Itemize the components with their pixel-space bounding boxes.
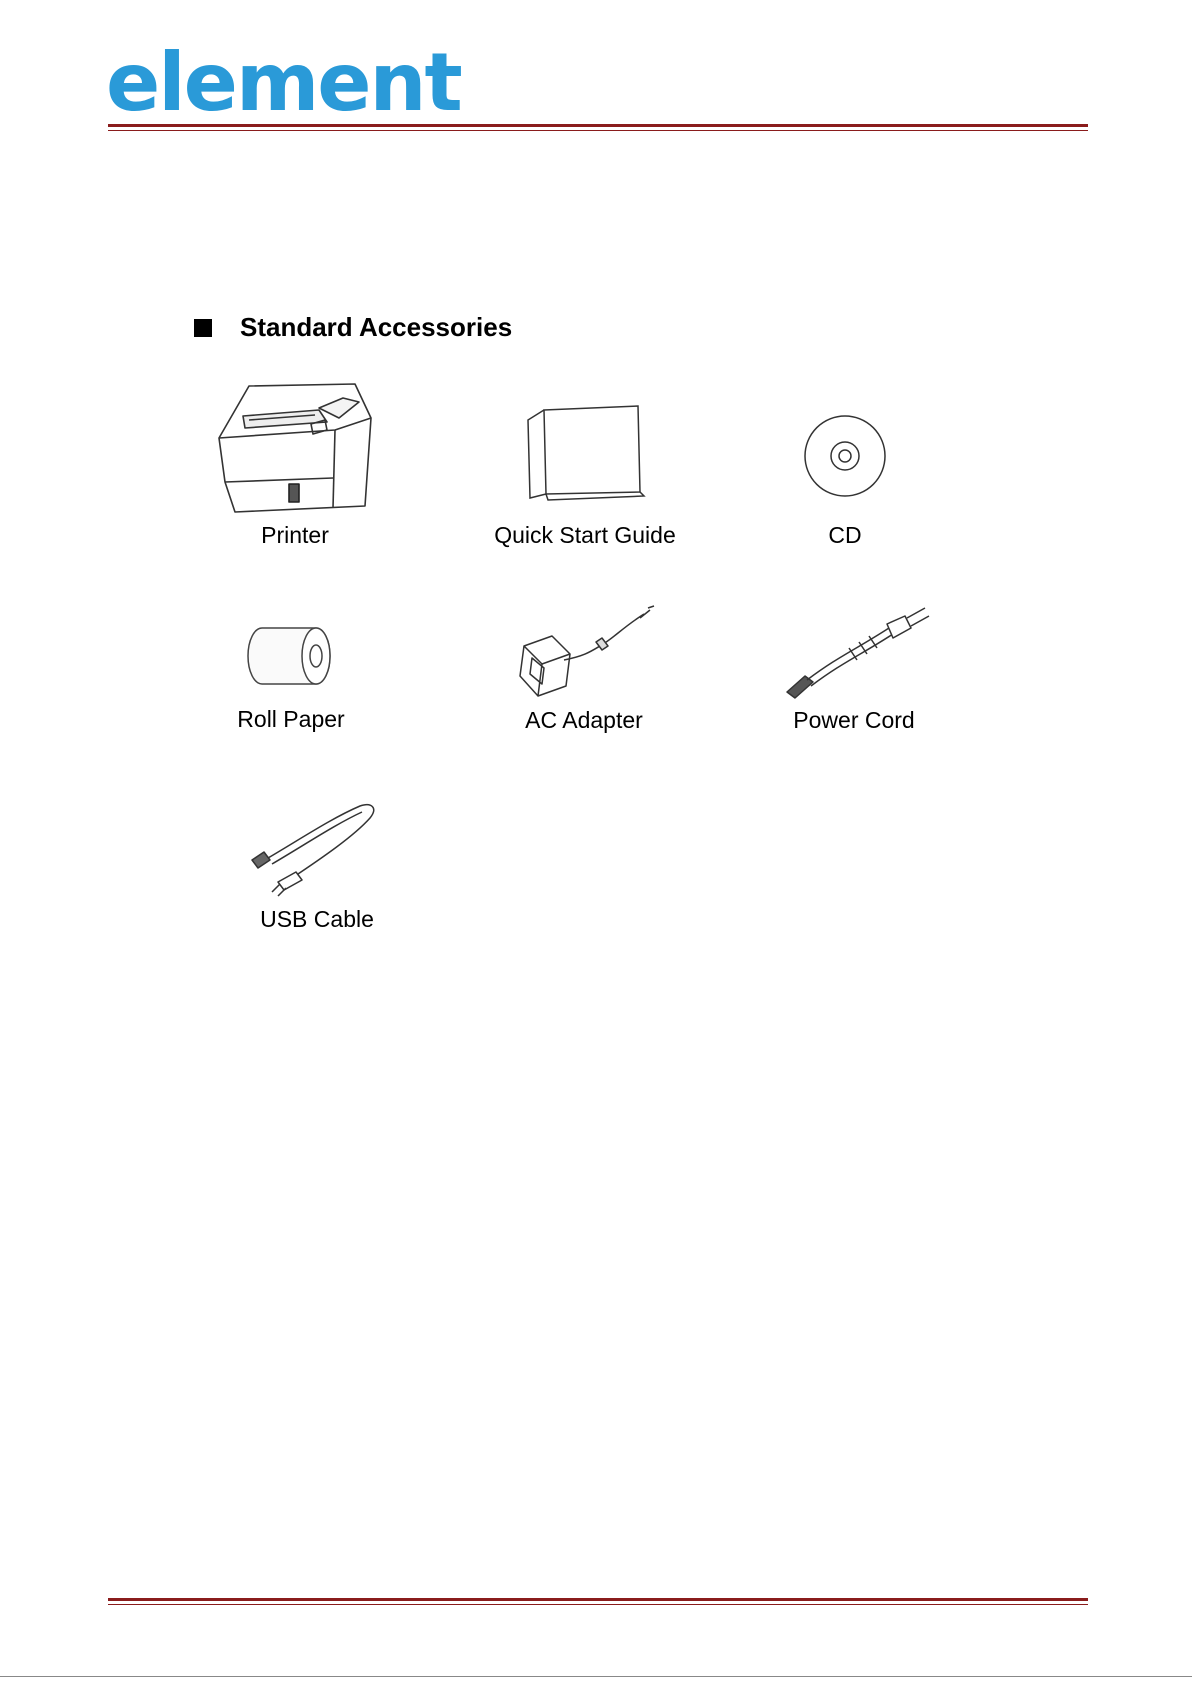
accessory-label: Quick Start Guide [494,522,676,548]
accessory-label: Roll Paper [237,706,345,732]
ac-adapter-icon [504,606,664,701]
guide-icon [520,400,650,516]
accessory-label: USB Cable [260,906,374,932]
brand-logo [106,36,461,129]
accessory-label: AC Adapter [525,707,643,733]
power-cord-icon [779,606,929,701]
accessory-label: Power Cord [793,707,915,733]
accessory-label: Printer [261,522,329,548]
square-bullet-icon [194,319,212,337]
header-rule [108,124,1088,131]
printer-icon [215,378,375,516]
roll-paper-icon [246,610,336,700]
usb-cable-icon [242,798,392,900]
accessory-power-cord [754,606,954,734]
accessory-cd [790,412,900,549]
accessory-roll-paper [216,610,366,733]
cd-icon [800,412,890,516]
page-edge-line [0,1676,1192,1677]
accessory-label: CD [828,522,862,548]
accessory-ac-adapter [484,606,684,734]
logo-text: element [106,36,461,129]
section-title: Standard Accessories [240,312,513,342]
accessory-usb-cable [232,798,402,933]
section-heading [194,312,512,343]
footer-rule [108,1598,1088,1605]
accessory-printer [200,378,390,549]
accessory-quick-start-guide [475,400,695,549]
